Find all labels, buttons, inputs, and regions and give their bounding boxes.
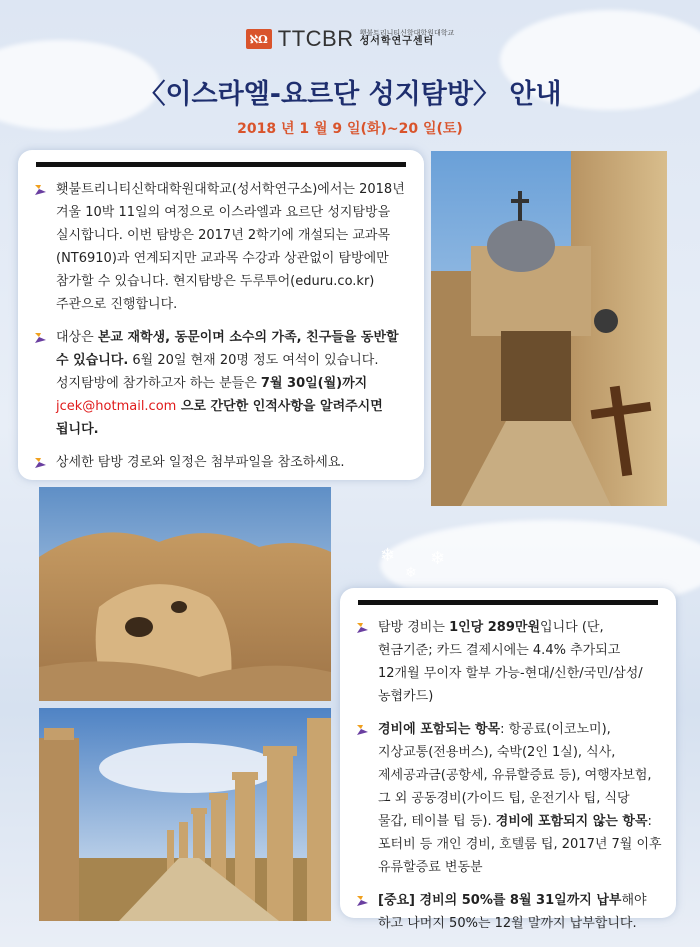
- logo-subtitle-line2: 성서학연구센터: [359, 36, 435, 48]
- overview-list: [34, 178, 410, 484]
- list-item: [356, 889, 662, 935]
- divider: [358, 600, 658, 605]
- payment-schedule-text: [378, 889, 662, 935]
- excluded-label: 경비에 포함되지 않는 항목: [495, 814, 648, 829]
- text-segment: : 포터비 등 개인 경비, 호텔룸 팁, 2017년 7월 이후 유류할증료 변동분: [378, 814, 662, 875]
- bullet-icon: [356, 616, 378, 708]
- logo-mark: ℵΩ: [246, 29, 272, 49]
- info-box-costs: [340, 588, 676, 931]
- included-items-text: [378, 718, 662, 879]
- overview-text: 횃불트리니티신학대학원대학교(성서학연구소)에서는 2018년 겨울 10박 11일의 여정으로 이스라엘과 요르단 성지탐방을 실시합니다. 이번 탐방은 2017년 2학기에 개설되는 교과목(NT6910)과 연계되지만 교과목 수강과 상관없이 탐방에만 참가할 수 있습니다. 현지탐방은 두루투어(eduru.co.kr) 주관으로 진행합니다.: [56, 182, 405, 312]
- list-item: [34, 178, 410, 316]
- photo-qumran-caves: [39, 487, 331, 701]
- photo-jerash-columns: [39, 708, 331, 921]
- event-dates: 2018 년 1 월 9 일(화)~20 일(토): [237, 121, 463, 137]
- cost-amount: 1인당 289만원: [449, 620, 541, 635]
- text-segment: 으로 간단한 인적사항을 알려주시면 됩니다.: [56, 399, 383, 437]
- cost-per-person-text: [378, 616, 662, 708]
- text-segment: 탐방 경비는: [378, 620, 450, 635]
- logo: [246, 26, 455, 52]
- bullet-icon: [356, 889, 378, 935]
- payment-deadline-highlight: [중요] 경비의 50%를 8월 31일까지 납부: [378, 893, 622, 908]
- eligibility-highlight: 본교 재학생, 동문이며 소수의 가족, 친구들을 동반할 수 있습니다.: [56, 330, 399, 368]
- list-item: [356, 718, 662, 879]
- page-title: 〈이스라엘-요르단 성지탐방〉 안내: [138, 79, 562, 110]
- info-box-overview: [18, 150, 424, 480]
- text-segment: 대상은: [56, 330, 98, 345]
- photo-jerusalem-church: [431, 151, 667, 506]
- bullet-icon: [34, 326, 56, 441]
- logo-subtitle-line1: 횃불트리니티신학대학원대학교: [359, 29, 455, 38]
- text-segment: 6월 20일 현재 20명 정도 여석이 있습니다. 성지탐방에 참가하고자 하는 분들은: [56, 353, 379, 391]
- contact-email-link[interactable]: jcek@hotmail.com: [56, 399, 177, 414]
- bullet-icon: [356, 718, 378, 879]
- divider: [36, 162, 406, 167]
- included-label: 경비에 포함되는 항목: [378, 722, 501, 737]
- header: [0, 26, 700, 52]
- deadline-highlight: 7월 30일(월)까지: [260, 376, 368, 391]
- eligibility-text: [56, 326, 410, 441]
- snowflake-icon: ❄: [405, 565, 417, 581]
- attachment-note: 상세한 탐방 경로와 일정은 첨부파일을 참조하세요.: [56, 455, 345, 470]
- list-item: [356, 616, 662, 708]
- costs-list: [356, 616, 662, 945]
- text-segment: 입니다 (단, 현금기준; 카드 결제시에는 4.4% 추가되고 12개월 무이자 할부 가능-현대/신한/국민/삼성/농협카드): [378, 620, 643, 704]
- bullet-icon: [34, 178, 56, 316]
- text-segment: 해야 하고 나머지 50%는 12월 말까지 납부합니다.: [378, 893, 647, 931]
- logo-subtitle: [360, 30, 455, 48]
- logo-text: TTCBR: [277, 26, 354, 51]
- list-item: [34, 326, 410, 441]
- snowflake-icon: ❄: [380, 545, 396, 566]
- snowflake-icon: ❄: [430, 548, 446, 569]
- list-item: [34, 451, 410, 474]
- bullet-icon: [34, 451, 56, 474]
- text-segment: : 항공료(이코노미), 지상교통(전용버스), 숙박(2인 1실), 식사, 제세공과금(공항세, 유류할증료 등), 여행자보험, 그 외 공동경비(가이드 팁, 운전기사 팁, 식당 물갑, 테이블 팁 등).: [378, 722, 652, 829]
